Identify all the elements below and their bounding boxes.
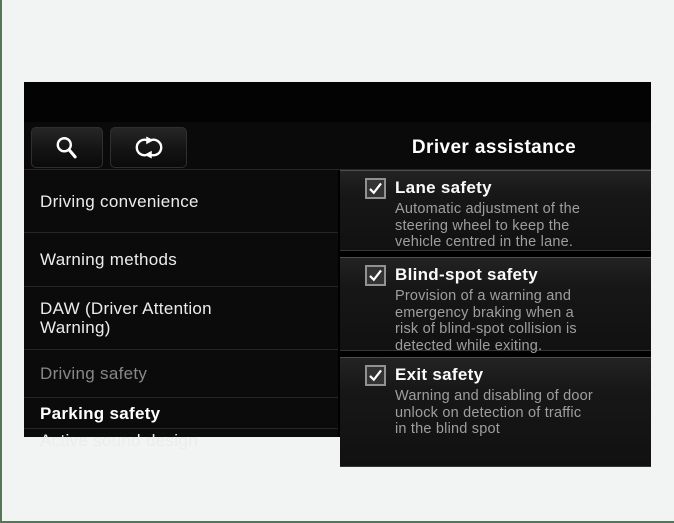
search-button[interactable]	[31, 127, 103, 168]
checkbox-cell	[340, 176, 395, 250]
option-description-line: vehicle centred in the lane.	[395, 234, 574, 250]
sidebar-item-warning-methods[interactable]	[24, 233, 338, 287]
checkbox-cell	[340, 363, 395, 466]
option-text	[395, 363, 651, 466]
sidebar-item-cut-off[interactable]	[24, 429, 338, 455]
sidebar-item-driving-convenience[interactable]	[24, 170, 338, 233]
option-title: Exit safety	[395, 365, 484, 384]
sidebar-item-daw[interactable]	[24, 287, 338, 350]
sidebar-item-parking-safety[interactable]	[24, 398, 338, 429]
option-description-line: unlock on detection of traffic	[395, 404, 582, 421]
checkmark-icon	[367, 367, 384, 384]
category-sidebar	[24, 170, 338, 450]
content-area	[24, 170, 651, 450]
option-description-line: emergency braking when a	[395, 304, 574, 321]
blind-spot-safety-checkbox-checked[interactable]	[365, 265, 386, 286]
option-title: Blind-spot safety	[395, 265, 539, 284]
sidebar-item-label: Driving convenience	[40, 191, 199, 211]
status-bar	[24, 82, 651, 122]
option-blind-spot-safety[interactable]	[340, 257, 651, 354]
repeat-button[interactable]	[110, 127, 187, 168]
option-description-line: Automatic adjustment of the	[395, 201, 581, 217]
option-description-line: Warning and disabling of door	[395, 388, 593, 404]
sidebar-item-driving-safety[interactable]	[24, 350, 338, 398]
option-list	[340, 170, 651, 437]
top-toolbar	[24, 122, 651, 170]
option-exit-safety[interactable]	[340, 357, 651, 467]
option-description-line: risk of blind-spot collision is	[395, 321, 577, 337]
option-text	[395, 176, 651, 250]
sidebar-item-label: Driving safety	[40, 364, 148, 383]
sidebar-item-label: Parking safety	[40, 403, 161, 423]
option-description-line: in the blind spot	[395, 421, 500, 437]
checkmark-icon	[367, 267, 384, 284]
exit-safety-checkbox-checked[interactable]	[365, 365, 386, 386]
search-icon	[54, 135, 80, 161]
page-title: Driver assistance	[411, 137, 577, 158]
infotainment-screen	[24, 82, 651, 450]
option-text	[395, 263, 651, 354]
sidebar-item-label: Warning methods	[40, 250, 178, 269]
sidebar-item-label: Active sound design	[40, 431, 198, 450]
repeat-loop-icon	[128, 135, 170, 160]
option-lane-safety[interactable]	[340, 170, 651, 251]
sidebar-item-label: DAW (Driver Attention Warning)	[40, 299, 212, 337]
lane-safety-checkbox-checked[interactable]	[365, 178, 386, 199]
option-title: Lane safety	[395, 178, 492, 197]
option-description-line: Provision of a warning and	[395, 288, 572, 304]
checkmark-icon	[367, 180, 384, 197]
checkbox-cell	[340, 263, 395, 350]
option-description-line: steering wheel to keep the	[395, 217, 570, 234]
option-description-line: detected while exiting.	[395, 337, 543, 354]
